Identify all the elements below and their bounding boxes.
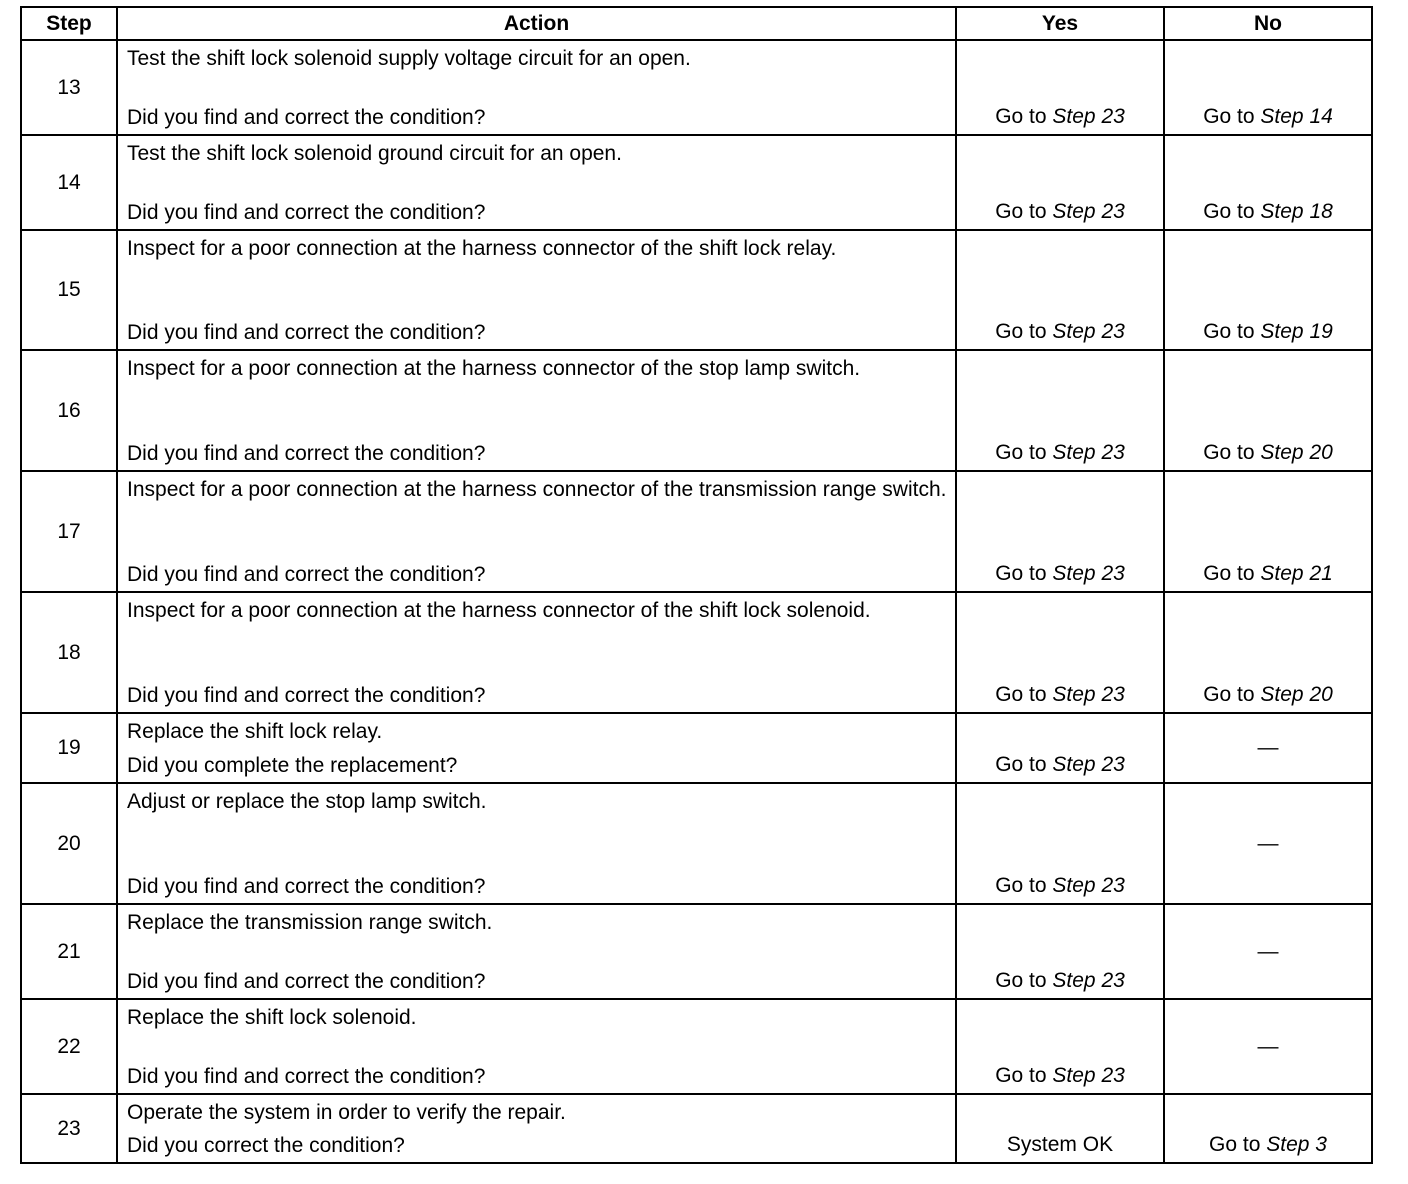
action-text: Test the shift lock solenoid ground circuit for an open. (127, 142, 622, 165)
no-dash: — (1257, 736, 1279, 759)
no-step-ref: Step 20 (1260, 441, 1333, 464)
no-prefix: Go to (1203, 200, 1255, 223)
yes-prefix: Go to (995, 441, 1047, 464)
yes-step-ref: Step 23 (1052, 105, 1125, 128)
action-question: Did you find and correct the condition? (127, 201, 486, 224)
action-question: Did you complete the replacement? (127, 754, 458, 777)
action-text: Inspect for a poor connection at the harness connector of the shift lock solenoid. (127, 599, 871, 622)
action-text: Inspect for a poor connection at the harness connector of the shift lock relay. (127, 237, 837, 260)
action-cell (117, 592, 956, 713)
no-cell (1164, 592, 1372, 713)
action-question: Did you find and correct the condition? (127, 1065, 486, 1088)
action-cell (117, 230, 956, 350)
step-number: 16 (21, 350, 117, 471)
no-step-ref: Step 19 (1260, 320, 1333, 343)
yes-prefix: Go to (995, 105, 1047, 128)
yes-cell (956, 713, 1164, 783)
no-cell (1164, 471, 1372, 592)
no-step-ref: Step 14 (1260, 105, 1333, 128)
no-step-ref: Step 20 (1260, 683, 1333, 706)
yes-cell (956, 904, 1164, 999)
yes-prefix: Go to (995, 874, 1047, 897)
yes-cell (956, 230, 1164, 350)
table-row (21, 135, 1372, 230)
no-prefix: Go to (1209, 1133, 1261, 1156)
action-cell (117, 40, 956, 135)
yes-prefix: Go to (995, 562, 1047, 585)
step-number: 14 (21, 135, 117, 230)
yes-prefix: Go to (995, 200, 1047, 223)
table-header-row (21, 7, 1372, 40)
yes-cell (956, 783, 1164, 904)
yes-step-ref: Step 23 (1052, 562, 1125, 585)
action-cell (117, 904, 956, 999)
step-number: 17 (21, 471, 117, 592)
header-yes: Yes (956, 7, 1164, 40)
action-cell (117, 783, 956, 904)
table-row (21, 40, 1372, 135)
no-step-ref: Step 21 (1260, 562, 1333, 585)
no-dash: — (1257, 939, 1279, 963)
no-cell (1164, 135, 1372, 230)
action-cell (117, 713, 956, 783)
step-number: 21 (21, 904, 117, 999)
yes-step-ref: Step 23 (1052, 200, 1125, 223)
step-number: 13 (21, 40, 117, 135)
diagnostic-table (20, 6, 1373, 1164)
action-question: Did you find and correct the condition? (127, 970, 486, 993)
yes-prefix: Go to (995, 969, 1047, 992)
yes-cell (956, 592, 1164, 713)
no-cell (1164, 350, 1372, 471)
action-cell (117, 1094, 956, 1163)
yes-step-ref: Step 23 (1052, 683, 1125, 706)
action-question: Did you correct the condition? (127, 1134, 405, 1157)
no-prefix: Go to (1203, 562, 1255, 585)
action-cell (117, 350, 956, 471)
no-step-ref: Step 18 (1260, 200, 1333, 223)
yes-cell (956, 40, 1164, 135)
yes-prefix: Go to (995, 1064, 1047, 1087)
yes-prefix: Go to (995, 753, 1047, 776)
yes-prefix: Go to (995, 320, 1047, 343)
no-cell (1164, 904, 1372, 999)
table-row (21, 350, 1372, 471)
header-step: Step (21, 7, 117, 40)
step-number: 22 (21, 999, 117, 1094)
yes-cell (956, 1094, 1164, 1163)
table-row (21, 471, 1372, 592)
table-row (21, 230, 1372, 350)
yes-step-ref: Step 23 (1052, 441, 1125, 464)
action-cell (117, 999, 956, 1094)
yes-step-ref: Step 23 (1052, 320, 1125, 343)
table-row (21, 904, 1372, 999)
yes-step-ref: Step 23 (1052, 1064, 1125, 1087)
no-prefix: Go to (1203, 683, 1255, 706)
yes-step-ref: Step 23 (1052, 753, 1125, 776)
action-text: Operate the system in order to verify the repair. (127, 1101, 566, 1124)
table-row (21, 592, 1372, 713)
table-row (21, 999, 1372, 1094)
step-number: 20 (21, 783, 117, 904)
action-question: Did you find and correct the condition? (127, 106, 486, 129)
no-cell (1164, 783, 1372, 904)
yes-step-ref: Step 23 (1052, 969, 1125, 992)
step-number: 23 (21, 1094, 117, 1163)
table-row (21, 713, 1372, 783)
step-number: 18 (21, 592, 117, 713)
yes-status: System OK (1006, 1133, 1114, 1156)
no-prefix: Go to (1203, 441, 1255, 464)
table-row (21, 1094, 1372, 1163)
header-action: Action (117, 7, 956, 40)
action-question: Did you find and correct the condition? (127, 875, 486, 898)
yes-cell (956, 471, 1164, 592)
no-cell (1164, 999, 1372, 1094)
no-cell (1164, 230, 1372, 350)
step-number: 19 (21, 713, 117, 783)
action-text: Replace the shift lock solenoid. (127, 1006, 417, 1029)
action-question: Did you find and correct the condition? (127, 563, 486, 586)
action-text: Test the shift lock solenoid supply voltage circuit for an open. (127, 47, 691, 70)
action-text: Inspect for a poor connection at the harness connector of the stop lamp switch. (127, 357, 861, 380)
no-step-ref: Step 3 (1266, 1133, 1327, 1156)
yes-cell (956, 999, 1164, 1094)
action-text: Adjust or replace the stop lamp switch. (127, 790, 487, 813)
yes-cell (956, 135, 1164, 230)
no-cell (1164, 40, 1372, 135)
action-cell (117, 471, 956, 592)
header-no: No (1164, 7, 1372, 40)
yes-prefix: Go to (995, 683, 1047, 706)
action-text: Replace the shift lock relay. (127, 720, 383, 743)
action-question: Did you find and correct the condition? (127, 442, 486, 465)
no-prefix: Go to (1203, 320, 1255, 343)
table-row (21, 783, 1372, 904)
no-prefix: Go to (1203, 105, 1255, 128)
action-text: Inspect for a poor connection at the harness connector of the transmission range switch. (127, 478, 947, 501)
no-dash: — (1257, 1034, 1279, 1058)
no-dash: — (1257, 831, 1279, 855)
action-cell (117, 135, 956, 230)
no-cell (1164, 713, 1372, 783)
step-number: 15 (21, 230, 117, 350)
action-text: Replace the transmission range switch. (127, 911, 493, 934)
no-cell (1164, 1094, 1372, 1163)
action-question: Did you find and correct the condition? (127, 684, 486, 707)
action-question: Did you find and correct the condition? (127, 321, 486, 344)
yes-step-ref: Step 23 (1052, 874, 1125, 897)
yes-cell (956, 350, 1164, 471)
